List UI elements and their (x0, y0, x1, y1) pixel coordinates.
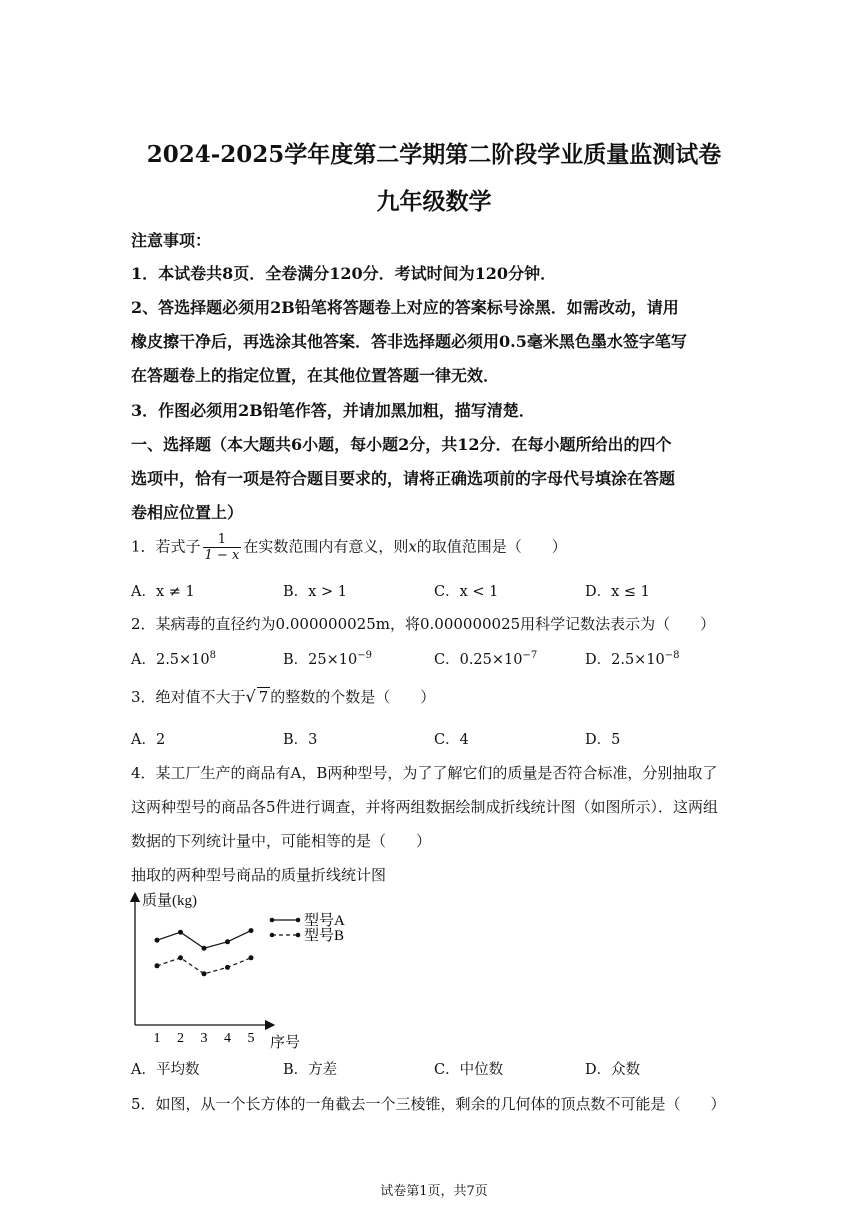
q2-option-d-exponent: −8 (664, 650, 680, 662)
q1-fraction (203, 532, 242, 563)
note-2-line-2: 橡皮擦干净后，再选涂其他答案．答非选择题必须用0.5毫米黑色墨水签字笔写 (131, 332, 687, 351)
note-3: 3．作图必须用2B铅笔作答，并请加黑加粗，描写清楚． (131, 401, 535, 420)
x-tick-label: 5 (247, 1031, 255, 1046)
question-4-line-2: 这两种型号的商品各5件进行调查，并将两组数据绘制成折线统计图（如图所示）．这两组 (131, 798, 719, 816)
section-1-line-3: 卷相应位置上） (131, 503, 244, 522)
q2-option-d-base: D．2.5×10 (585, 652, 665, 668)
q2-option-a-base: A．2.5×10 (131, 652, 210, 668)
quality-line-chart (120, 885, 360, 1055)
question-4-line-1: 4．某工厂生产的商品有A，B两种型号，为了了解它们的质量是否符合标准，分别抽取了 (131, 764, 718, 782)
q2-option-b-base: B．25×10 (283, 652, 358, 668)
legend-marker (270, 933, 275, 938)
q2-option-c-exponent: −7 (522, 650, 538, 662)
q2-option-d (585, 648, 680, 669)
q1-numerator: 1 (203, 532, 242, 548)
q3-option-b: B．3 (283, 732, 318, 748)
note-2-line-1: 2、答选择题必须用2B铅笔将答题卷上对应的答案标号涂黑．如需改动，请用 (131, 298, 679, 317)
question-3 (131, 686, 435, 707)
data-point (155, 963, 160, 968)
data-point (202, 971, 207, 976)
q1-option-c: C．x < 1 (434, 584, 499, 600)
note-1: 1．本试卷共8页．全卷满分120分．考试时间为120分钟． (131, 264, 557, 283)
x-tick-label: 1 (153, 1031, 161, 1046)
q1-middle: 在实数范围内有意义，则 (243, 537, 409, 556)
q2-option-a (131, 648, 216, 669)
q4-option-a: A．平均数 (131, 1062, 200, 1078)
q1-suffix: 的取值范围是（ ） (416, 537, 567, 556)
q1-prefix: 1．若式子 (131, 537, 201, 556)
legend-marker (296, 933, 301, 938)
q3-option-c: C．4 (434, 732, 469, 748)
question-2: 2．某病毒的直径约为0.000000025m，将0.000000025用科学记数法表示为（ ） (131, 615, 716, 633)
q4-option-d: D．众数 (585, 1062, 641, 1078)
q4-option-b: B．方差 (283, 1062, 338, 1078)
y-axis-label: 质量(kg) (142, 893, 197, 909)
data-point (225, 965, 230, 970)
q1-denominator: 1 − x (204, 548, 240, 563)
x-tick-label: 4 (224, 1031, 231, 1046)
section-1-line-2: 选项中，恰有一项是符合题目要求的，请将正确选项前的字母代号填涂在答题 (131, 469, 676, 488)
question-1 (131, 532, 567, 563)
x-tick-labels (154, 1031, 255, 1046)
data-point (225, 939, 230, 944)
data-point (249, 955, 254, 960)
legend-label: 型号A (304, 913, 345, 929)
chart-caption: 抽取的两种型号商品的质量折线统计图 (131, 866, 387, 884)
data-point (249, 928, 254, 933)
exam-title: 2024-2025学年度第二学期第二阶段学业质量监测试卷 (146, 141, 722, 168)
q2-option-b (283, 648, 372, 669)
question-4-line-3: 数据的下列统计量中，可能相等的是（ ） (131, 832, 432, 850)
chart-legend (270, 911, 345, 944)
q3-radicand: 7 (258, 688, 269, 706)
notes-heading: 注意事项： (131, 231, 212, 250)
q1-option-a: A．x ≠ 1 (131, 584, 195, 600)
exam-subtitle: 九年级数学 (376, 188, 492, 215)
section-1-line-1: 一、选择题（本大题共6小题，每小题2分，共12分．在每小题所给出的四个 (131, 435, 672, 454)
x-tick-label: 3 (200, 1031, 208, 1046)
q1-option-d: D．x ≤ 1 (585, 584, 650, 600)
series-line-a (157, 931, 251, 949)
q1-variable: x (408, 537, 417, 556)
q2-option-c (434, 648, 537, 669)
data-point (178, 955, 183, 960)
legend-marker (270, 918, 275, 923)
x-tick-label: 2 (177, 1031, 184, 1046)
series-lines (155, 928, 254, 976)
legend-label: 型号B (304, 928, 345, 944)
q3-option-a: A．2 (131, 732, 166, 748)
sqrt-sign: √ (245, 687, 256, 706)
legend-marker (296, 918, 301, 923)
q3-option-d: D．5 (585, 732, 621, 748)
data-point (178, 930, 183, 935)
q3-prefix: 3．绝对值不大于 (131, 688, 246, 706)
q2-option-c-base: C．0.25×10 (434, 652, 523, 668)
q3-suffix: 的整数的个数是（ ） (270, 688, 436, 706)
q2-option-b-exponent: −9 (357, 650, 372, 662)
question-5: 5．如图，从一个长方体的一角截去一个三棱锥，剩余的几何体的顶点数不可能是（ ） (131, 1095, 726, 1113)
q2-option-a-exponent: 8 (209, 650, 217, 662)
q4-option-c: C．中位数 (434, 1062, 504, 1078)
x-axis-label: 序号 (270, 1035, 301, 1051)
note-2-line-3: 在答题卷上的指定位置，在其他位置答题一律无效． (131, 366, 500, 385)
data-point (202, 946, 207, 951)
q1-option-b: B．x > 1 (283, 584, 347, 600)
data-point (155, 938, 160, 943)
page-footer: 试卷第1页，共7页 (380, 1184, 488, 1199)
